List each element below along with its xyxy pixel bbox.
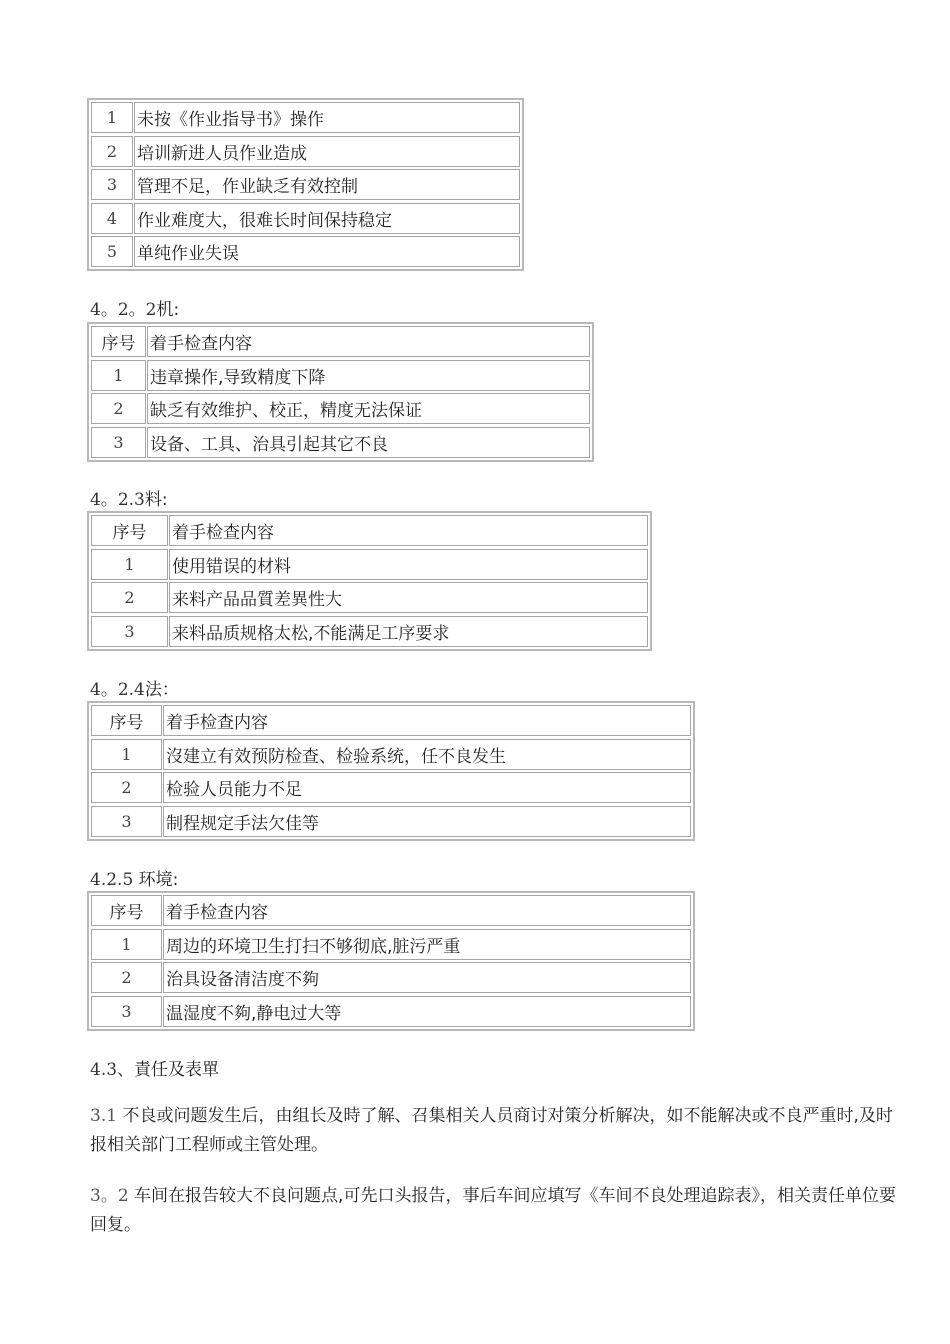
row-number: 2 [91,962,162,993]
section-number: 4。2。2 [90,300,157,320]
table-header-row [91,895,691,926]
row-content: 制程规定手法欠佳等 [163,806,691,837]
row-content: 检验人员能力不足 [163,772,691,803]
paragraph-text: 车间在报告较大不良问题点,可先口头报告，事后车间应填写《车间不良处理追踪表》，相关责任单位要回复。 [90,1186,896,1235]
table-row [91,393,590,424]
column-header-content: 着手检查内容 [147,326,590,357]
section-title: 法： [144,680,179,700]
row-number: 1 [91,549,168,580]
table-row [91,616,648,647]
section-heading-machine [90,295,179,320]
table-machine [87,322,594,462]
paragraph-3-2 [90,1182,900,1240]
section-title: 环境: [138,870,179,890]
row-content: 培训新进人员作业造成 [134,136,520,167]
table-row [91,996,691,1027]
row-number: 2 [91,393,146,424]
section-title: 料: [144,490,168,510]
table-row [91,360,590,391]
section-heading-environment [90,865,178,890]
row-number: 2 [91,772,162,803]
section-title: 机: [156,300,180,320]
section-heading-material [90,485,168,510]
row-content: 管理不足，作业缺乏有效控制 [134,169,520,200]
table-header-row [91,326,590,357]
paragraph-number: 3.1 [90,1106,118,1126]
row-content: 作业难度大，很难长时间保持稳定 [134,203,520,234]
table-row [91,739,691,770]
table-row [91,772,691,803]
table-header-row [91,705,691,736]
row-number: 3 [91,616,168,647]
row-content: 治具设备清洁度不夠 [163,962,691,993]
row-content: 沒建立有效预防检查、检验系统，任不良发生 [163,739,691,770]
table-row [91,929,691,960]
row-number: 4 [91,203,133,234]
section-title: 責任及表單 [134,1060,220,1080]
column-header-content: 着手检查内容 [169,515,648,546]
section-number: 4。2.3 [90,490,145,510]
section-heading-method [90,675,179,700]
table-personnel-causes [87,98,524,271]
paragraph-number: 3。2 [90,1186,129,1206]
row-number: 3 [91,169,133,200]
section-number: 4.2.5 [90,870,134,890]
row-content: 温湿度不夠,静电过大等 [163,996,691,1027]
row-content: 周边的环境卫生打扫不够彻底,脏污严重 [163,929,691,960]
row-number: 1 [91,929,162,960]
table-row [91,236,520,267]
row-number: 3 [91,996,162,1027]
table-header-row [91,515,648,546]
table-material [87,511,652,651]
table-row [91,169,520,200]
table-row [91,136,520,167]
table-environment [87,891,695,1031]
column-header-content: 着手检查内容 [163,705,691,736]
table-row [91,806,691,837]
row-content: 来料产品品質差異性大 [169,582,648,613]
section-number: 4。2.4 [90,680,145,700]
row-number: 5 [91,236,133,267]
row-content: 缺乏有效维护、校正，精度无法保证 [147,393,590,424]
row-number: 2 [91,136,133,167]
row-content: 未按《作业指导书》操作 [134,102,520,133]
column-header-number: 序号 [91,326,146,357]
table-method [87,701,695,841]
column-header-number: 序号 [91,895,162,926]
row-number: 1 [91,360,146,391]
row-content: 来料品质规格太松,不能满足工序要求 [169,616,648,647]
column-header-number: 序号 [91,515,168,546]
table-row [91,427,590,458]
paragraph-text: 不良或问题发生后，由组长及時了解、召集相关人员商讨对策分析解决，如不能解决或不良严重时,及时报相关部门工程师或主管处理。 [90,1106,893,1155]
paragraph-3-1 [90,1102,900,1160]
table-row [91,962,691,993]
row-number: 1 [91,739,162,770]
table-row [91,549,648,580]
row-number: 3 [91,806,162,837]
row-number: 2 [91,582,168,613]
table-row [91,203,520,234]
column-header-content: 着手检查内容 [163,895,691,926]
column-header-number: 序号 [91,705,162,736]
row-content: 设备、工具、治具引起其它不良 [147,427,590,458]
row-content: 使用错误的材料 [169,549,648,580]
table-row [91,102,520,133]
section-number: 4.3、 [90,1060,135,1080]
section-heading-responsibility [90,1055,219,1080]
row-number: 1 [91,102,133,133]
row-content: 单纯作业失误 [134,236,520,267]
row-content: 违章操作,导致精度下降 [147,360,590,391]
table-row [91,582,648,613]
row-number: 3 [91,427,146,458]
